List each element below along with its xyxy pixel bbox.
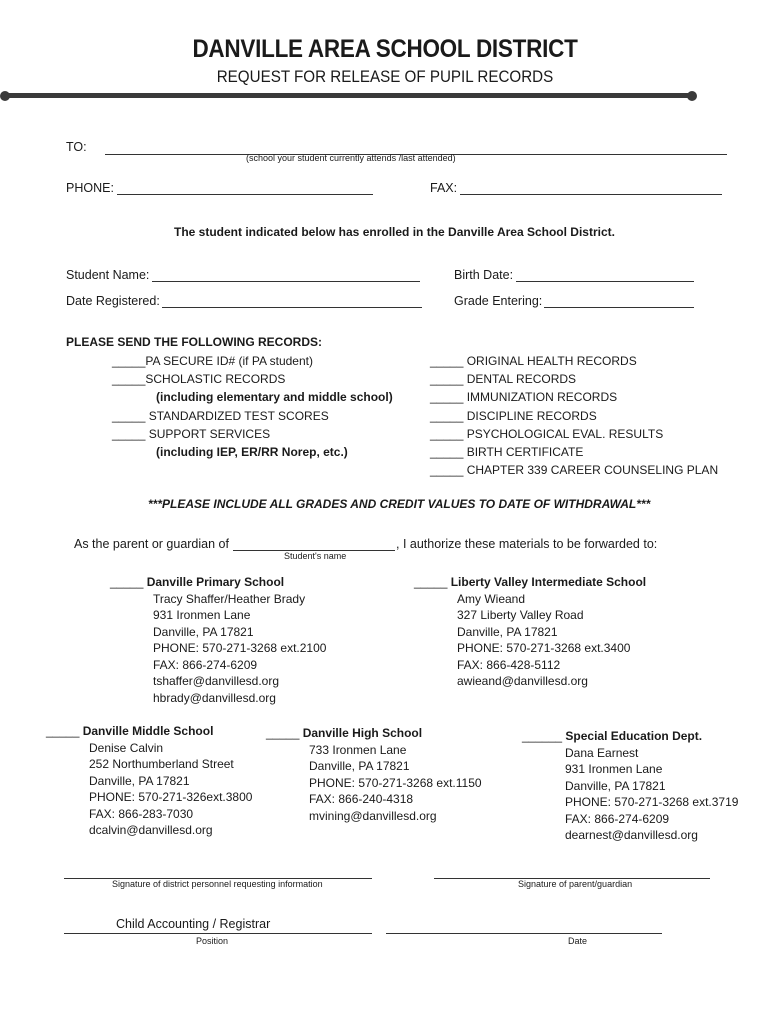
school-special-phone: PHONE: 570-271-3268 ext.3719 <box>565 795 739 809</box>
record-standardized-tests[interactable]: _____ STANDARDIZED TEST SCORES <box>112 408 329 423</box>
student-name-line[interactable] <box>152 281 420 282</box>
school-primary-address: 931 Ironmen Lane <box>153 608 251 622</box>
record-discipline[interactable]: _____ DISCIPLINE RECORDS <box>430 408 597 423</box>
grade-entering-label: Grade Entering: <box>454 294 543 308</box>
date-line[interactable] <box>386 933 662 934</box>
school-liberty-fax: FAX: 866-428-5112 <box>457 657 561 672</box>
record-chapter-339[interactable]: _____ CHAPTER 339 CAREER COUNSELING PLAN <box>430 463 719 478</box>
school-primary-contact: Tracy Shaffer/Heather Brady <box>153 591 306 606</box>
school-middle-fax: FAX: 866-283-7030 <box>89 806 194 821</box>
school-high-address: 733 Ironmen Lane <box>309 742 407 757</box>
record-scholastic[interactable]: _____SCHOLASTIC RECORDS <box>112 372 286 387</box>
school-primary-fax: FAX: 866-274-6209 <box>153 657 258 672</box>
school-liberty-blank[interactable]: _____ <box>414 575 448 589</box>
position-value: Child Accounting / Registrar <box>116 917 271 931</box>
school-liberty-email: awieand@danvillesd.org <box>457 674 588 688</box>
position-caption: Position <box>196 936 229 946</box>
position-line[interactable] <box>64 933 372 934</box>
birth-date-label: Birth Date: <box>454 268 514 282</box>
student-name-caption: Student's name <box>284 551 347 561</box>
school-high-fax: FAX: 866-240-4318 <box>309 792 414 806</box>
school-middle-phone: PHONE: 570-271-326ext.3800 <box>89 790 253 804</box>
school-high[interactable] <box>266 725 482 824</box>
student-name-label: Student Name: <box>66 268 150 282</box>
school-liberty-name: Liberty Valley Intermediate School <box>450 575 647 589</box>
grades-notice: ***PLEASE INCLUDE ALL GRADES AND CREDIT VALUES TO DATE OF WITHDRAWAL*** <box>148 497 651 511</box>
records-right-list <box>430 352 718 479</box>
school-middle-email: dcalvin@danvillesd.org <box>89 823 213 837</box>
school-primary-city: Danville, PA 17821 <box>153 624 254 639</box>
school-primary-phone: PHONE: 570-271-3268 ext.2100 <box>153 641 327 655</box>
school-special-blank[interactable]: ______ <box>522 729 563 743</box>
record-support-services[interactable]: _____ SUPPORT SERVICES <box>112 426 271 441</box>
school-special-name: Special Education Dept. <box>565 729 703 743</box>
record-immunization[interactable]: _____ IMMUNIZATION RECORDS <box>430 390 618 405</box>
date-registered-line[interactable] <box>162 307 422 308</box>
birth-date-line[interactable] <box>516 281 694 282</box>
school-special-address: 931 Ironmen Lane <box>565 762 663 776</box>
school-liberty[interactable] <box>414 574 646 690</box>
record-birth-certificate[interactable]: _____ BIRTH CERTIFICATE <box>430 445 584 460</box>
school-middle-blank[interactable]: _____ <box>46 724 80 738</box>
school-liberty-contact: Amy Wieand <box>457 591 526 606</box>
school-primary[interactable] <box>110 574 326 706</box>
school-liberty-phone: PHONE: 570-271-3268 ext.3400 <box>457 641 631 655</box>
school-special-email: dearnest@danvillesd.org <box>565 828 698 842</box>
fax-label: FAX: <box>430 181 458 195</box>
school-special-contact: Dana Earnest <box>565 745 639 760</box>
phone-line[interactable] <box>117 194 373 195</box>
record-psychological[interactable]: _____ PSYCHOLOGICAL EVAL. RESULTS <box>430 426 664 441</box>
fax-line[interactable] <box>460 194 722 195</box>
school-liberty-city: Danville, PA 17821 <box>457 624 558 639</box>
school-special-ed[interactable] <box>522 728 738 844</box>
header-rule <box>4 93 694 98</box>
authorization-suffix: , I authorize these materials to be forwarded to: <box>396 537 658 551</box>
school-high-blank[interactable]: _____ <box>266 726 300 740</box>
rule-endpoint-right <box>687 91 697 101</box>
authorization-prefix: As the parent or guardian of <box>74 537 229 551</box>
school-primary-blank[interactable]: _____ <box>110 575 144 589</box>
school-middle-name: Danville Middle School <box>82 724 214 738</box>
grade-entering-line[interactable] <box>544 307 694 308</box>
record-dental[interactable]: _____ DENTAL RECORDS <box>430 372 577 387</box>
school-liberty-address: 327 Liberty Valley Road <box>457 608 584 622</box>
phone-label: PHONE: <box>66 181 114 195</box>
date-caption: Date <box>568 936 588 946</box>
to-hint: (school your student currently attends /last attended) <box>246 153 456 163</box>
parent-signature-caption: Signature of parent/guardian <box>518 879 633 889</box>
to-label: TO: <box>66 140 87 154</box>
record-scholastic-note: (including elementary and middle school) <box>156 390 393 405</box>
records-heading: PLEASE SEND THE FOLLOWING RECORDS: <box>66 335 323 349</box>
school-high-name: Danville High School <box>302 726 423 740</box>
school-special-city: Danville, PA 17821 <box>565 778 666 793</box>
school-middle-contact: Denise Calvin <box>89 740 164 755</box>
school-middle-city: Danville, PA 17821 <box>89 773 190 788</box>
enrolled-statement: The student indicated below has enrolled in the Danville Area School District. <box>174 225 615 239</box>
personnel-signature-caption: Signature of district personnel requesting information <box>112 879 323 889</box>
school-primary-email-2: hbrady@danvillesd.org <box>153 690 276 705</box>
record-health[interactable]: _____ ORIGINAL HEALTH RECORDS <box>430 354 637 368</box>
date-registered-label: Date Registered: <box>66 294 160 308</box>
record-support-note: (including IEP, ER/RR Norep, etc.) <box>156 445 348 460</box>
page-subtitle: REQUEST FOR RELEASE OF PUPIL RECORDS <box>216 68 554 86</box>
record-pa-secure-id[interactable]: _____PA SECURE ID# (if PA student) <box>112 354 313 368</box>
school-special-fax: FAX: 866-274-6209 <box>565 811 670 826</box>
school-high-email: mvining@danvillesd.org <box>309 808 437 823</box>
school-high-city: Danville, PA 17821 <box>309 759 410 773</box>
records-left-list <box>112 352 393 461</box>
school-primary-email-1: tshaffer@danvillesd.org <box>153 674 280 688</box>
school-middle-address: 252 Northumberland Street <box>89 757 234 771</box>
school-high-phone: PHONE: 570-271-3268 ext.1150 <box>309 775 482 790</box>
page-title: DANVILLE AREA SCHOOL DISTRICT <box>192 35 578 63</box>
school-primary-name: Danville Primary School <box>146 575 285 589</box>
school-middle[interactable] <box>46 723 252 839</box>
